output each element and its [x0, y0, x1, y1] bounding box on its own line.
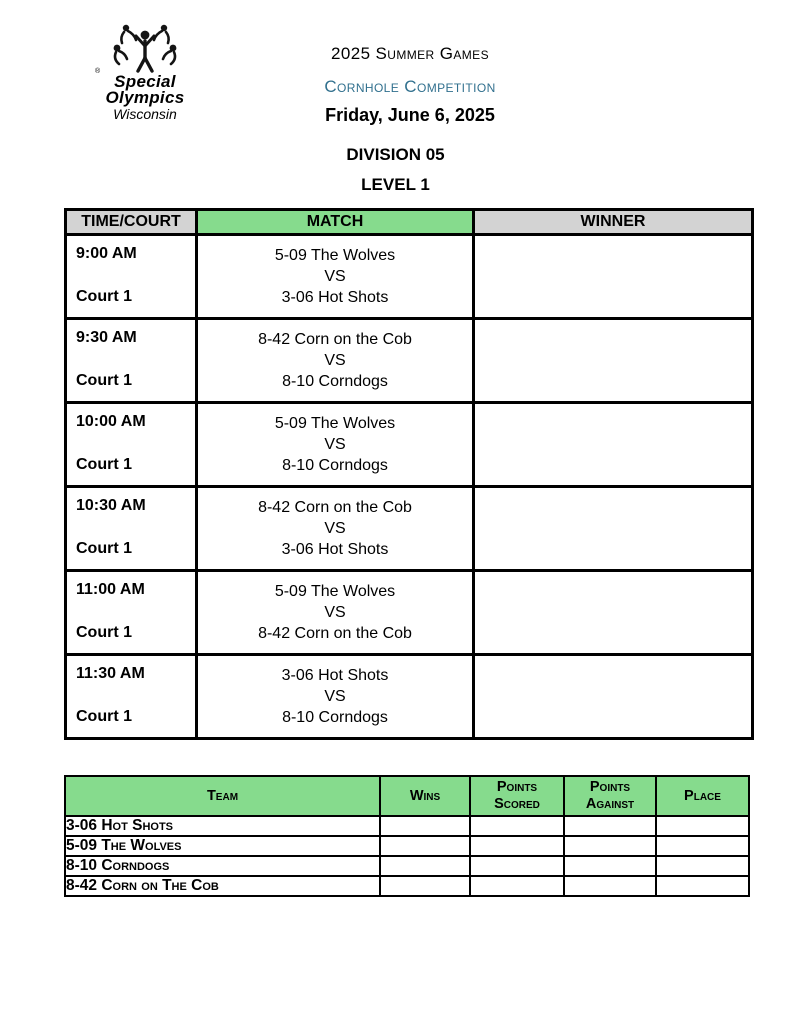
wins-cell [380, 856, 470, 876]
match-court: Court 1 [76, 624, 132, 641]
special-olympics-figures-icon [110, 22, 180, 74]
match-court: Court 1 [76, 456, 132, 473]
standings-table [64, 775, 750, 897]
division-heading: DIVISION 05 [346, 145, 445, 164]
points-against-cell [564, 836, 656, 856]
points-against-cell [564, 876, 656, 896]
match-team1: 5-09 The Wolves [274, 247, 396, 264]
match-team1: 5-09 The Wolves [274, 415, 396, 432]
team-name-cell: 5-09 The Wolves [65, 836, 380, 856]
match-team1: 8-42 Corn on the Cob [258, 499, 412, 516]
match-court: Court 1 [76, 708, 132, 725]
match-cell [197, 319, 474, 403]
match-team2: 3-06 Hot Shots [281, 541, 389, 558]
standings-row [65, 816, 749, 836]
match-row [66, 655, 753, 739]
logo-region-wisconsin: Wisconsin [113, 106, 177, 122]
vs-label: VS [324, 520, 346, 537]
match-team2: 3-06 Hot Shots [281, 289, 389, 306]
wins-column-header: Wins [380, 776, 470, 816]
winner-cell [474, 319, 753, 403]
match-cell [197, 235, 474, 319]
vs-label: VS [324, 688, 346, 705]
standings-row [65, 856, 749, 876]
match-row [66, 571, 753, 655]
standings-row [65, 876, 749, 896]
title-block [210, 44, 610, 126]
standings-header-row [65, 776, 749, 816]
vs-label: VS [324, 436, 346, 453]
match-time: 9:30 AM [76, 329, 137, 346]
vs-label: VS [324, 268, 346, 285]
winner-cell [474, 571, 753, 655]
match-team2: 8-42 Corn on the Cob [258, 625, 412, 642]
match-court: Court 1 [76, 288, 132, 305]
match-time: 10:30 AM [76, 497, 146, 514]
match-row [66, 487, 753, 571]
match-row [66, 319, 753, 403]
match-team2: 8-10 Corndogs [282, 709, 388, 726]
time-court-cell [67, 320, 195, 401]
vs-label: VS [324, 352, 346, 369]
logo-word-olympics: Olympics [105, 88, 185, 107]
match-cell [197, 571, 474, 655]
winner-cell [474, 235, 753, 319]
place-cell [656, 816, 749, 836]
points-against-cell [564, 816, 656, 836]
time-court-cell [67, 488, 195, 569]
team-name-cell: 3-06 Hot Shots [65, 816, 380, 836]
schedule-header-row [66, 210, 753, 235]
place-cell [656, 876, 749, 896]
wins-cell [380, 816, 470, 836]
match-column-header: MATCH [197, 210, 474, 235]
match-time: 9:00 AM [76, 245, 137, 262]
match-time: 11:00 AM [76, 581, 145, 598]
match-cell [197, 487, 474, 571]
match-cell [197, 403, 474, 487]
event-date: Friday, June 6, 2025 [325, 105, 495, 125]
points-scored-column-header: Points Scored [470, 776, 564, 816]
match-time: 11:30 AM [76, 665, 145, 682]
match-row [66, 235, 753, 319]
match-team1: 5-09 The Wolves [274, 583, 396, 600]
winner-column-header: WINNER [474, 210, 753, 235]
match-team2: 8-10 Corndogs [282, 373, 388, 390]
place-cell [656, 836, 749, 856]
time-court-cell [67, 572, 195, 653]
match-court: Court 1 [76, 372, 132, 389]
time-court-cell [67, 236, 195, 317]
points-scored-cell [470, 836, 564, 856]
games-title: 2025 Summer Games [331, 44, 489, 63]
match-court: Court 1 [76, 540, 132, 557]
winner-cell [474, 403, 753, 487]
team-name-cell: 8-42 Corn on The Cob [65, 876, 380, 896]
vs-label: VS [324, 604, 346, 621]
match-team1: 3-06 Hot Shots [281, 667, 389, 684]
time-court-cell [67, 404, 195, 485]
competition-title: Cornhole Competition [324, 77, 496, 96]
winner-cell [474, 487, 753, 571]
match-team1: 8-42 Corn on the Cob [258, 331, 412, 348]
match-time: 10:00 AM [76, 413, 146, 430]
place-cell [656, 856, 749, 876]
points-scored-cell [470, 816, 564, 836]
match-cell [197, 655, 474, 739]
match-team2: 8-10 Corndogs [282, 457, 388, 474]
points-scored-cell [470, 876, 564, 896]
registered-trademark-symbol: ® [95, 68, 101, 75]
standings-row [65, 836, 749, 856]
match-schedule-table [64, 208, 754, 740]
level-heading: LEVEL 1 [361, 175, 430, 194]
winner-cell [474, 655, 753, 739]
place-column-header: Place [656, 776, 749, 816]
points-scored-cell [470, 856, 564, 876]
special-olympics-logo [83, 22, 207, 123]
team-column-header: Team [65, 776, 380, 816]
wins-cell [380, 876, 470, 896]
points-against-cell [564, 856, 656, 876]
points-against-column-header: Points Against [564, 776, 656, 816]
team-name-cell: 8-10 Corndogs [65, 856, 380, 876]
wins-cell [380, 836, 470, 856]
logo-word-special: Special [114, 72, 176, 91]
time-court-column-header: TIME/COURT [66, 210, 197, 235]
match-row [66, 403, 753, 487]
time-court-cell [67, 656, 195, 737]
